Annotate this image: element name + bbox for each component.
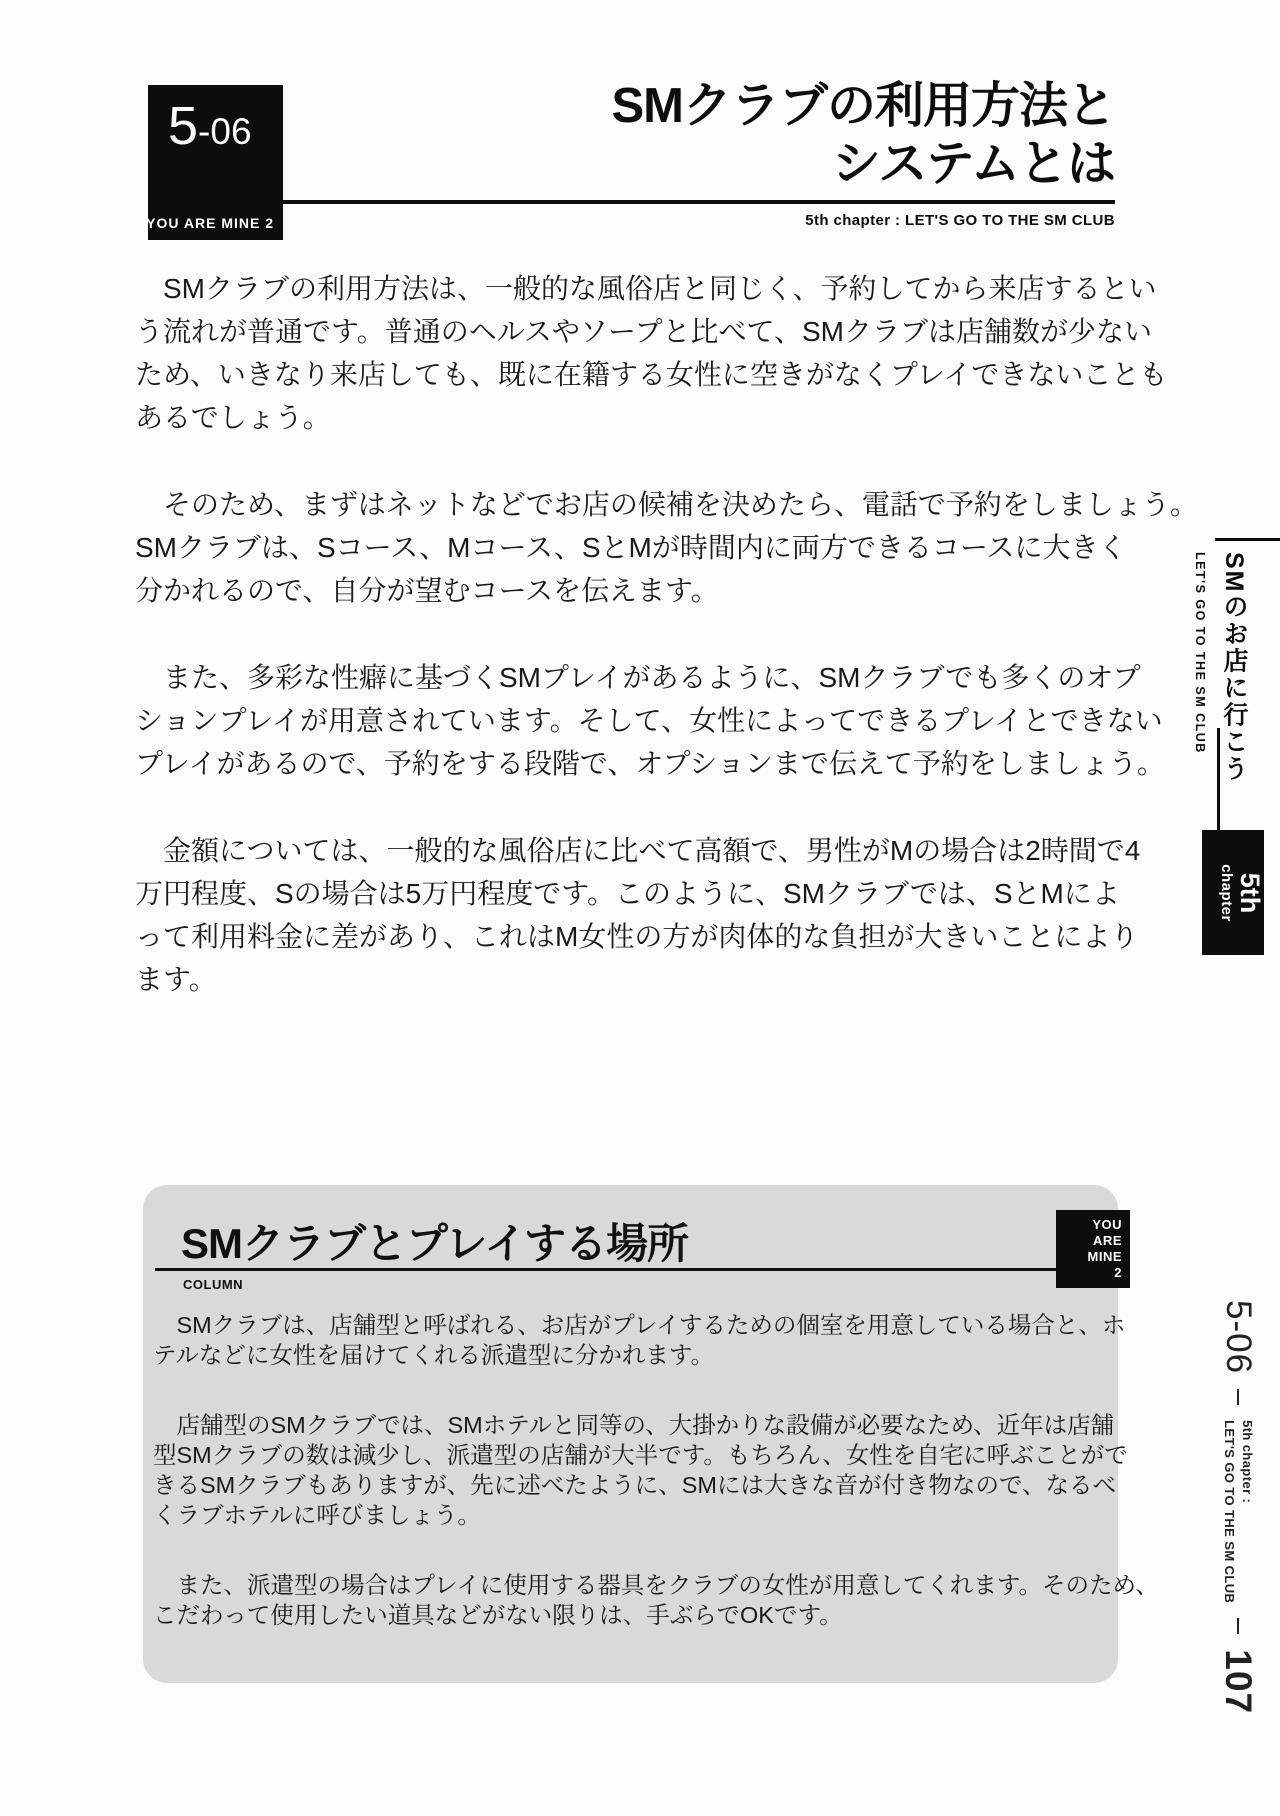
page-title xyxy=(611,78,1115,194)
footer-chapter-line-1: 5th chapter : xyxy=(1239,1420,1255,1504)
footer-page-number: 107 xyxy=(1218,1649,1259,1715)
paragraph xyxy=(153,1410,1128,1530)
badge-line: ARE xyxy=(1093,1232,1122,1248)
text-line: テルなどに女性を届けてくれる派遣型に分かれます。 xyxy=(153,1342,714,1368)
section-number-box xyxy=(148,85,283,240)
text-line: こだわって使用したい道具などがない限りは、手ぶらでOKです。 xyxy=(153,1602,843,1628)
column-label: COLUMN xyxy=(183,1277,244,1292)
paragraph xyxy=(135,829,1141,1001)
text-line: SMクラブは、Sコース、Mコース、SとMが時間内に両方できるコースに大きく xyxy=(135,532,1127,563)
chapter-subtitle: 5th chapter : LET'S GO TO THE SM CLUB xyxy=(805,212,1115,229)
text-line: 万円程度、Sの場合は5万円程度です。このように、SMクラブでは、SとMによ xyxy=(135,878,1120,909)
text-line: SMクラブの利用方法は、一般的な風俗店と同じく、予約してから来店するとい xyxy=(135,273,1157,304)
text-line: ため、いきなり来店しても、既に在籍する女性に空きがなくプレイできないことも xyxy=(135,359,1168,390)
text-line: そのため、まずはネットなどでお店の候補を決めたら、電話で予約をしましょう。 xyxy=(135,489,1198,520)
badge-line: MINE xyxy=(1087,1249,1122,1264)
text-line: 型SMクラブの数は減少し、派遣型の店舗が大半です。もちろん、女性を自宅に呼ぶことがで xyxy=(153,1442,1128,1468)
header-rule xyxy=(283,200,1115,204)
paragraph xyxy=(135,267,1168,439)
column-text xyxy=(153,1310,1159,1670)
text-line: ます。 xyxy=(135,964,217,995)
chapter-tab-label: chapter xyxy=(1218,863,1236,922)
column-series-badge xyxy=(1056,1210,1130,1288)
footer-separator xyxy=(1237,1618,1240,1634)
text-line: また、多彩な性癖に基づくSMプレイがあるように、SMクラブでも多くのオプ xyxy=(135,662,1141,693)
column-box xyxy=(143,1185,1159,1683)
text-line: う流れが普通です。普通のヘルスやソープと比べて、SMクラブは店舗数が少ない xyxy=(135,316,1152,347)
series-label: YOU ARE MINE 2 xyxy=(146,215,274,231)
chapter-tab-text xyxy=(1202,830,1264,955)
footer-vertical xyxy=(1218,1300,1259,1715)
chapter-title-en: LET'S GO TO THE SM CLUB xyxy=(1193,552,1207,754)
paragraph xyxy=(135,483,1198,612)
text-line: プレイがあるので、予約をする段階で、オプションまで伝えて予約をしましょう。 xyxy=(135,748,1165,779)
badge-line: YOU xyxy=(1092,1216,1122,1232)
section-number xyxy=(148,85,283,156)
title-line-1: SMクラブの利用方法と xyxy=(611,79,1115,133)
footer-chapter-ref xyxy=(1220,1420,1255,1603)
section-number-sub: -06 xyxy=(198,111,252,152)
chapter-title-jp: SMのお店に行こう xyxy=(1220,552,1248,783)
text-line: また、派遣型の場合はプレイに使用する器具をクラブの女性が用意してくれます。そのため、 xyxy=(153,1572,1159,1598)
sidebar-top-rule xyxy=(1215,538,1280,541)
sidebar-connector-line xyxy=(1217,728,1220,830)
footer-separator xyxy=(1237,1389,1240,1405)
text-line: きるSMクラブもありますが、先に述べたように、SMには大きな音が付き物なので、なるべ xyxy=(153,1472,1117,1498)
chapter-title-vertical xyxy=(1193,552,1252,783)
section-number-main: 5 xyxy=(168,96,199,156)
text-line: 金額については、一般的な風俗店に比べて高額で、男性がMの場合は2時間で4 xyxy=(135,835,1141,866)
paragraph xyxy=(153,1310,1126,1370)
column-rule xyxy=(155,1268,1056,1271)
paragraph xyxy=(153,1570,1159,1630)
text-line: ションプレイが用意されています。そして、女性によってできるプレイとできない xyxy=(135,705,1163,736)
text-line: って利用料金に差があり、これはM女性の方が肉体的な負担が大きいことにより xyxy=(135,921,1139,952)
chapter-tab-number: 5th xyxy=(1235,872,1265,913)
body-text xyxy=(135,267,1198,1045)
title-line-2: システムとは xyxy=(831,136,1115,191)
footer-section-number: 5-06 xyxy=(1219,1300,1258,1375)
text-line: くラブホテルに呼びましょう。 xyxy=(153,1502,481,1528)
paragraph xyxy=(135,656,1165,785)
text-line: あるでしょう。 xyxy=(135,402,331,433)
footer-chapter-line-2: LET'S GO TO THE SM CLUB xyxy=(1222,1420,1237,1604)
column-heading: SMクラブとプレイする場所 xyxy=(181,1220,688,1267)
chapter-tab xyxy=(1202,830,1264,955)
text-line: 店舗型のSMクラブでは、SMホテルと同等の、大掛かりな設備が必要なため、近年は店舗 xyxy=(153,1412,1115,1438)
badge-line: 2 xyxy=(1114,1265,1122,1281)
text-line: SMクラブは、店舗型と呼ばれる、お店がプレイするための個室を用意している場合と、ホ xyxy=(153,1312,1126,1338)
text-line: 分かれるので、自分が望むコースを伝えます。 xyxy=(135,575,719,606)
